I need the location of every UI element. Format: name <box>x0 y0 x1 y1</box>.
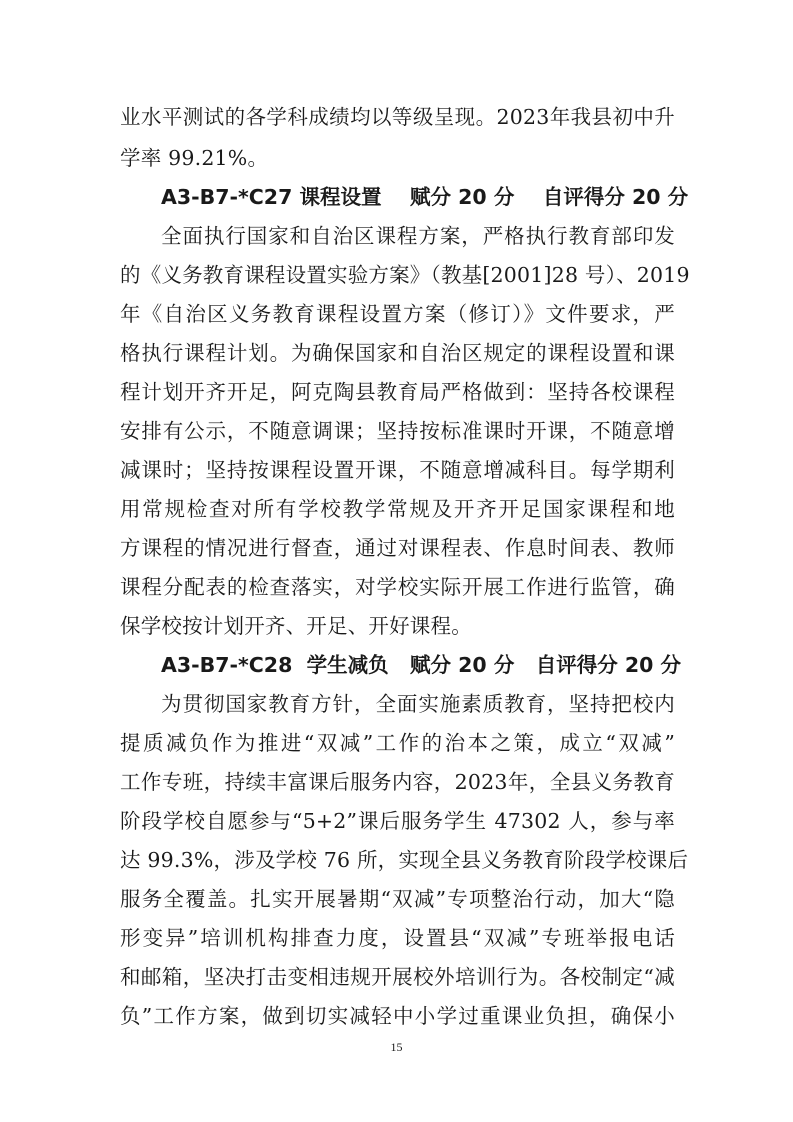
paragraph-line: 方课程的情况进行督查，通过对课程表、作息时间表、教师 <box>120 536 675 560</box>
paragraph-line: 形变异”培训机构排查力度，设置县“双减”专班举报电话 <box>120 926 675 950</box>
paragraph-line: 年《自治区义务教育课程设置方案（修订）》文件要求，严 <box>120 302 675 326</box>
paragraph-line: 的《义务教育课程设置实验方案》（教基[2001]28 号）、2019 <box>120 263 690 287</box>
paragraph-line: 全面执行国家和自治区课程方案，严格执行教育部印发 <box>161 224 675 248</box>
paragraph-line: 格执行课程计划。为确保国家和自治区规定的课程设置和课 <box>120 341 675 365</box>
paragraph-line: 为贯彻国家教育方针，全面实施素质教育，坚持把校内 <box>161 692 675 716</box>
paragraph-line: 和邮箱，坚决打击变相违规开展校外培训行为。各校制定“减 <box>120 965 675 989</box>
paragraph-line: 负”工作方案，做到切实减轻中小学过重课业负担，确保小 <box>120 1004 675 1028</box>
section-heading-c28: A3-B7-*C28 学生减负 赋分 20 分 自评得分 20 分 <box>161 653 682 677</box>
paragraph-line: 达 99.3%，涉及学校 76 所，实现全县义务教育阶段学校课后 <box>120 848 689 872</box>
paragraph-line: 保学校按计划开齐、开足、开好课程。 <box>120 614 472 638</box>
paragraph-line: 提质减负作为推进“双减”工作的治本之策，成立“双减” <box>120 731 675 755</box>
paragraph-line: 减课时；坚持按课程设置开课，不随意增减科目。每学期利 <box>120 458 675 482</box>
paragraph-line: 工作专班，持续丰富课后服务内容，2023年，全县义务教育 <box>120 770 675 794</box>
paragraph-line: 课程分配表的检查落实，对学校实际开展工作进行监管，确 <box>120 575 675 599</box>
section-heading-c27: A3-B7-*C27 课程设置 赋分 20 分 自评得分 20 分 <box>161 185 689 209</box>
paragraph-line: 程计划开齐开足，阿克陶县教育局严格做到：坚持各校课程 <box>120 380 675 404</box>
paragraph-line: 用常规检查对所有学校教学常规及开齐开足国家课程和地 <box>120 497 675 521</box>
paragraph-line: 阶段学校自愿参与“5+2”课后服务学生 47302 人，参与率 <box>120 809 675 833</box>
paragraph-line: 业水平测试的各学科成绩均以等级呈现。2023年我县初中升 <box>120 105 675 129</box>
page-number: 15 <box>390 1040 403 1054</box>
paragraph-line: 学率 99.21%。 <box>120 146 269 170</box>
paragraph-line: 安排有公示，不随意调课；坚持按标准课时开课，不随意增 <box>120 419 675 443</box>
paragraph-line: 服务全覆盖。扎实开展暑期“双减”专项整治行动，加大“隐 <box>120 887 675 911</box>
